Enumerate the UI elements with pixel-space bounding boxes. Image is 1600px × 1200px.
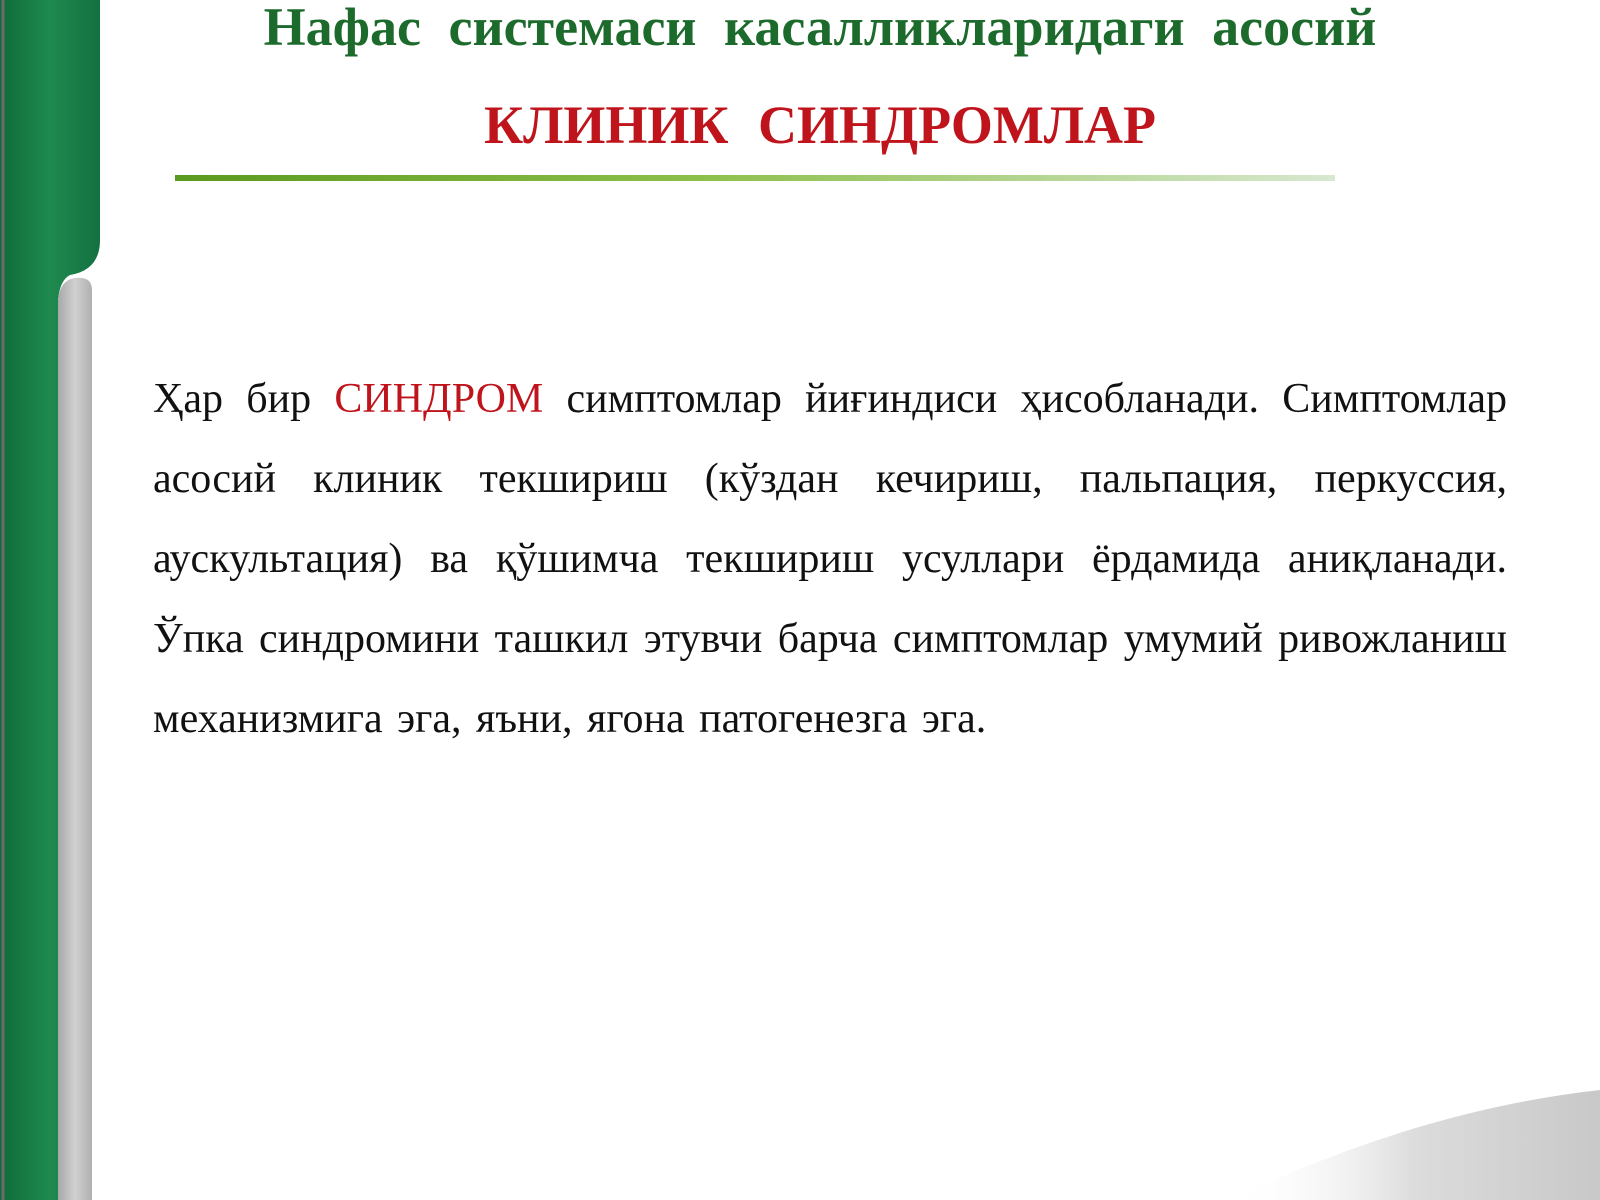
- corner-swoosh: [1230, 1090, 1600, 1200]
- sidebar-gray-strip: [58, 278, 92, 1200]
- highlighted-term: СИНДРОМ: [334, 376, 544, 422]
- slide-title-line1: Нафас системаси касалликларидаги асосий: [263, 0, 1377, 57]
- body-text-rest: симптомлар йиғиндиси ҳисобланади. Симптомлар асосий клиник текшириш (кўздан кечириш, пальпация, перкуссия, аускультация) ва қўшимча текшириш усуллари ёрдамида аниқланади. Ўпка синдромини ташкил этувчи барча симптомлар умумий ривожланиш механизмига эга, яъни, ягона патогенезга эга.: [153, 376, 1508, 742]
- slide-title-line2: КЛИНИК СИНДРОМЛАР: [483, 95, 1157, 155]
- body-text-start: Ҳар бир: [153, 376, 312, 422]
- body-paragraph: [153, 359, 1507, 759]
- title-underline: [175, 175, 1335, 181]
